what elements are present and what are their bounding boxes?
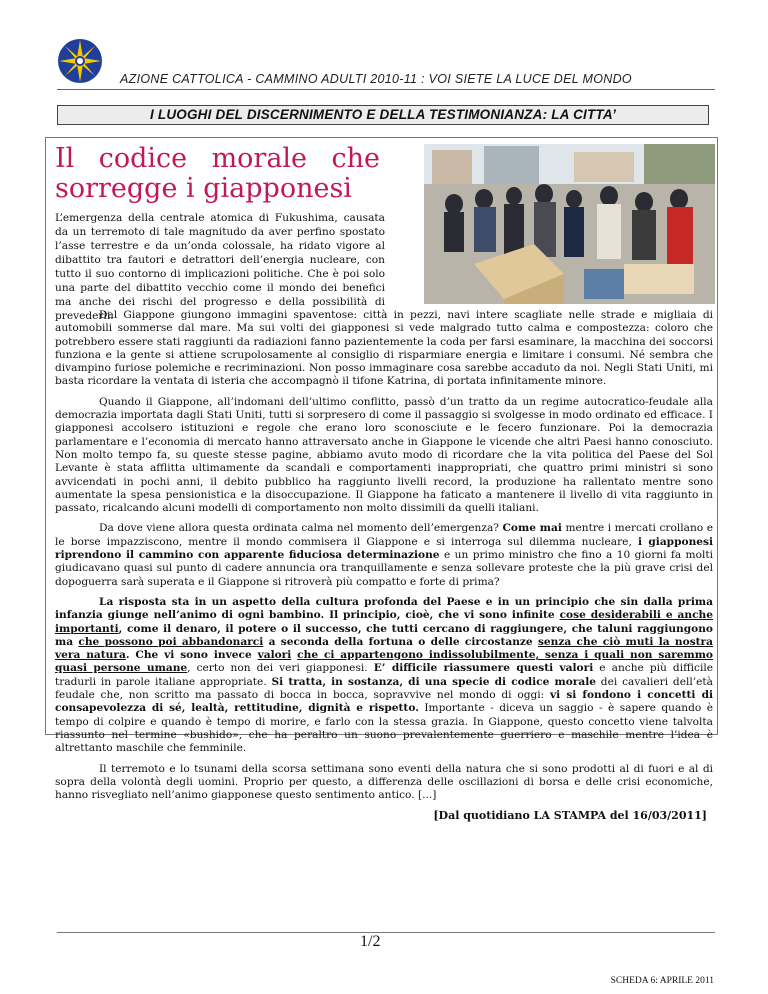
- article-title: [55, 144, 385, 204]
- section-heading: I LUOGHI DEL DISCERNIMENTO E DELLA TESTIMONIANZA: LA CITTA’: [57, 105, 709, 125]
- article-source: [Dal quotidiano LA STAMPA del 16/03/2011]: [433, 809, 707, 823]
- title-word: che: [331, 143, 380, 174]
- header-divider: [57, 89, 715, 90]
- azione-cattolica-logo-icon: [57, 38, 103, 84]
- article-paragraph: Il terremoto e lo tsunami della scorsa settimana sono eventi della natura che si sono prodotti al di fuori e al di sopra della volontà degli uomini. Proprio per questo, a differenza delle oscillazioni di borsa e delle crisi economiche, hanno risvegliato nell’animo giapponese questo sentimento antico. [...]: [55, 762, 713, 802]
- article-body: [55, 309, 713, 822]
- article-intro: L’emergenza della centrale atomica di Fukushima, causata da un terremoto di tale magnitudo da aver perfino spostato l’asse terrestre e da un’onda colossale, ha ridato vigore al dibattito tra fautori e detrattori dell’energia nucleare, con tutto il suo contorno di implicazioni politiche. Che è poi solo una parte del dibattito vecchio come il mondo dei benefici ma anche dei rischi del progresso e della possibilità di prevederli.: [55, 212, 385, 322]
- crowd-photo: [424, 144, 715, 304]
- title-word: morale: [211, 143, 308, 174]
- title-line-2: sorregge i giapponesi: [55, 173, 352, 204]
- scheda-label: SCHEDA 6: APRILE 2011: [610, 976, 714, 986]
- title-word: Il: [55, 143, 75, 174]
- article-paragraph: Dal Giappone giungono immagini spaventose: città in pezzi, navi intere scagliate nelle strade e migliaia di automobili sommerse dal mare. Ma sui volti dei giapponesi si vede malgrado tutto calma e compostezza: coloro che potrebbero essere stati raggiunti da radiazioni fanno pazientemente la coda per farsi esaminare, la macchina dei soccorsi funziona e la gente si attiene scrupolosamente al consiglio di risparmiare energia e limitare i consumi. Né sembra che divampino furiose polemiche e recriminazioni. Non posso immaginare cosa sarebbe accaduto da noi. Negli Stati Uniti, mi basta ricordare la ventata di isteria che accompagnò il tifone Katrina, di portata infinitamente minore.: [55, 309, 713, 388]
- article-paragraph: Da dove viene allora questa ordinata calma nel momento dell’emergenza? Come mai mentre i mercati crollano e le borse impazziscono, mentre il mondo commisera il Giappone e si interroga sul dilemma nucleare, i giapponesi riprendono il cammino con apparente fiduciosa determinazione e un primo ministro che fino a 10 giorni fa molti giudicavano quasi sul punto di cadere annuncia ora tranquillamente e senza sollevare proteste che la più grave crisi del dopoguerra sarà superata e il Giappone si ritroverà più compatto e forte di prima?: [55, 522, 714, 588]
- title-word: codice: [98, 143, 188, 174]
- running-header: AZIONE CATTOLICA - CAMMINO ADULTI 2010-11 : VOI SIETE LA LUCE DEL MONDO: [120, 72, 632, 86]
- page-number: 1/2: [360, 933, 381, 950]
- article-paragraph: La risposta sta in un aspetto della cultura profonda del Paese e in un principio che sin dalla prima infanzia giunge nell’animo di ogni bambino. Il principio, cioè, che vi sono infinite cose desiderabili e anche importanti, come il denaro, il potere o il successo, che tutti cercano di raggiungere, che taluni raggiungono ma che possono poi abbandonarci a seconda della fortuna o delle circostanze senza che ciò muti la nostra vera natura. Che vi sono invece valori che ci appartengono indissolubilmente, senza i quali non saremmo quasi persone umane, certo non dei veri giapponesi. E’ difficile riassumere questi valori e anche più difficile tradurli in parole italiane appropriate. Si tratta, in sostanza, di una specie di codice morale dei cavalieri dell’età feudale che, non scritto ma passato di bocca in bocca, sopravvive nel mondo di oggi: vi si fondono i concetti di consapevolezza di sé, lealtà, rettitudine, dignità e rispetto. Importante - diceva un saggio - è sapere quando è tempo di colpire e quando è tempo di morire, e farlo con la stessa grazia. In Giappone, questo concetto viene talvolta riassunto nel termine «bushido», che ha peraltro un suono prevalentemente guerriero e maschile mentre l’idea è altrettanto maschile che femminile.: [55, 595, 714, 755]
- article-paragraph: Quando il Giappone, all’indomani dell’ultimo conflitto, passò d’un tratto da un regime autocratico-feudale alla democrazia importata dagli Stati Uniti, tutti si sorpresero di come il passaggio si svolgesse in modo ordinato ed efficace. I giapponesi accolsero istituzioni e regole che erano loro sconosciute e le fecero funzionare. Poi la democrazia parlamentare e l’economia di mercato hanno attraversato anche in Giappone le vicende che altri Paesi hanno conosciuto. Non molto tempo fa, su queste stesse pagine, abbiamo avuto modo di ricordare che la vita politica del Paese del Sol Levante è stata afflitta ultimamente da scandali e comportamenti inappropriati, che quattro primi ministri si sono avvicendati in pochi anni, il debito pubblico ha raggiunto livelli record, la produzione ha rallentato mentre sono aumentate la spesa pensionistica e la disoccupazione. Il Giappone ha faticato a mantenere il livello di vita raggiunto in passato, ricalcando alcuni modelli di comportamento non molto dissimili da quelli italiani.: [55, 395, 713, 515]
- footer-divider: [57, 932, 715, 933]
